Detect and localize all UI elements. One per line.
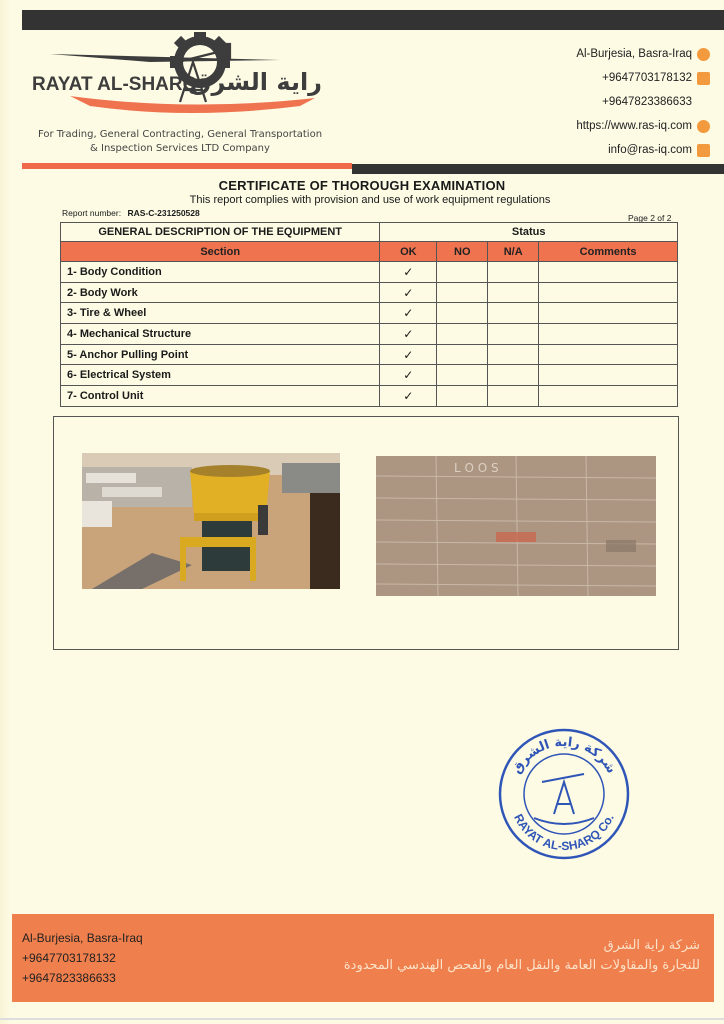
contact-email-text: info@ras-iq.com [608,144,692,156]
row-ok-check: ✓ [380,386,437,407]
logo-swoosh-bottom [70,96,315,113]
header-top-bar [22,10,724,30]
row-na [488,282,539,303]
footer-bottom-line [0,1018,724,1020]
table-row [61,365,678,386]
header-status: Status [380,223,678,242]
footer-phone1: +9647703178132 [22,951,116,965]
row-na [488,303,539,324]
row-comments [539,262,678,283]
contact-block [510,42,710,162]
row-comments [539,324,678,345]
row-no [437,365,488,386]
footer-address: Al-Burjesia, Basra-Iraq [22,931,143,945]
equipment-photo-graphic [82,453,340,589]
footer-company-ar [344,936,700,976]
examination-table [60,222,678,407]
contact-phone1 [510,66,710,90]
row-na [488,344,539,365]
logo-text-en: RAYAT AL-SHARQ [32,74,198,95]
tagline-line1: For Trading, General Contracting, General Transportation [37,129,323,140]
row-section: 3- Tire & Wheel [61,303,380,324]
col-na: N/A [488,242,539,262]
row-comments [539,303,678,324]
contact-email [510,138,710,162]
tagline-line2: & Inspection Services LTD Company [90,143,270,154]
page-edge [0,0,12,1024]
company-stamp-graphic [494,726,634,862]
table-header-row-columns [61,242,678,262]
table-row [61,344,678,365]
stamp-gear-icon [534,774,594,824]
table-row [61,324,678,345]
row-na [488,324,539,345]
row-no [437,324,488,345]
logo-graphic [30,32,330,130]
row-no [437,344,488,365]
company-tagline [30,128,330,156]
footer-phone2: +9647823386633 [22,971,116,985]
table-header-row-top [61,223,678,242]
company-stamp [494,726,634,862]
row-section: 6- Electrical System [61,365,380,386]
envelope-icon [697,144,710,157]
row-ok-check: ✓ [380,365,437,386]
row-section: 7- Control Unit [61,386,380,407]
phone-icon [697,72,710,85]
row-ok-check: ✓ [380,344,437,365]
contact-address [510,42,710,66]
footer-bar [12,914,714,1002]
header-general-description: GENERAL DESCRIPTION OF THE EQUIPMENT [61,223,380,242]
row-no [437,262,488,283]
certificate-subtitle: This report complies with provision and use of work equipment regulations [189,194,551,206]
col-comments: Comments [539,242,678,262]
row-no [437,386,488,407]
footer-company-name-ar: شركة راية الشرق [603,938,700,953]
table-row [61,303,678,324]
contact-phone1-text: +9647703178132 [602,72,692,84]
contact-phone2-text: +9647823386633 [602,96,692,108]
row-na [488,365,539,386]
report-number-label: Report number: [62,208,122,218]
row-comments [539,386,678,407]
row-comments [539,282,678,303]
table-row [61,282,678,303]
footer-contact [22,928,143,988]
header-divider-orange [22,163,352,169]
report-number [62,208,200,218]
contact-address-text: Al-Burjesia, Basra-Iraq [576,48,692,60]
row-section: 4- Mechanical Structure [61,324,380,345]
row-na [488,262,539,283]
company-logo [30,32,330,130]
row-ok-check: ✓ [380,324,437,345]
stamp-text-ar: شركة راية الشرق [509,734,619,777]
logo-text-ar: راية الشرق [189,68,322,96]
row-ok-check: ✓ [380,262,437,283]
globe-icon [697,120,710,133]
row-no [437,303,488,324]
col-ok: OK [380,242,437,262]
row-section: 1- Body Condition [61,262,380,283]
row-no [437,282,488,303]
footer-services-ar: للتجارة والمقاولات العامة والنقل العام والفحص الهندسي المحدودة [343,958,700,973]
nameplate-photo-graphic [376,456,656,596]
location-pin-icon [697,48,710,61]
row-ok-check: ✓ [380,303,437,324]
logo-swoosh-top [50,54,280,62]
table-row [61,262,678,283]
nameplate-text: L O O S [454,461,499,475]
page-number: Page 2 of 2 [628,213,672,223]
row-section: 2- Body Work [61,282,380,303]
col-no: NO [437,242,488,262]
equipment-photo [82,453,340,589]
nameplate-photo [376,456,656,596]
stamp-text-en: RAYAT AL-SHARQ Co. [511,811,617,854]
row-na [488,386,539,407]
contact-phone2 [510,90,710,114]
table-row [61,386,678,407]
certificate-title: CERTIFICATE OF THOROUGH EXAMINATION [218,178,506,193]
row-comments [539,365,678,386]
report-number-value: RAS-C-231250528 [127,208,200,218]
row-section: 5- Anchor Pulling Point [61,344,380,365]
row-ok-check: ✓ [380,282,437,303]
row-comments [539,344,678,365]
contact-website-text: https://www.ras-iq.com [576,120,692,132]
header-divider-dark [352,164,724,174]
col-section: Section [61,242,380,262]
contact-website [510,114,710,138]
